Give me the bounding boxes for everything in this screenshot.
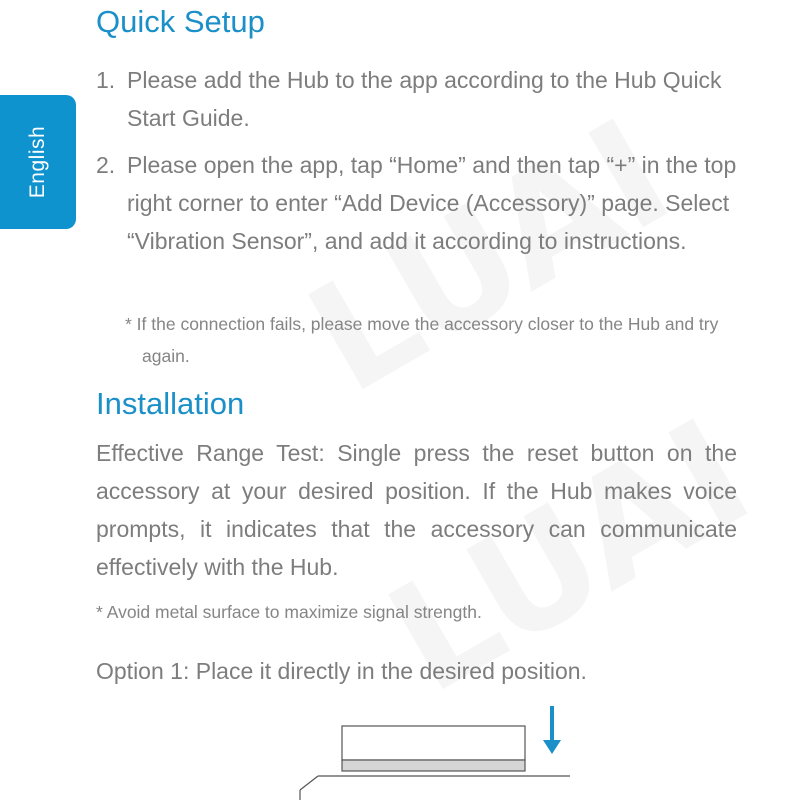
language-tab[interactable] xyxy=(0,95,76,229)
installation-heading: Installation xyxy=(96,386,245,421)
step-number: 1. xyxy=(96,67,116,93)
sensor-base xyxy=(342,760,525,771)
step-text: Please open the app, tap “Home” and then tap “+” in the top right corner to enter “Add Device (Accessory)” page. Select “Vibration Sensor”, and add it according to instructions. xyxy=(127,152,737,254)
placement-illustration xyxy=(0,690,800,800)
installation-paragraph: Effective Range Test: Single press the reset button on the accessory at your desired position. If the Hub makes voice prompts, it indicates that the accessory can communicate effectively with the Hub. xyxy=(96,440,737,580)
sensor-body xyxy=(342,726,525,760)
connection-note: * If the connection fails, please move the accessory closer to the Hub and try again. xyxy=(125,314,719,366)
down-arrow-icon xyxy=(543,706,561,754)
step-text: Please add the Hub to the app according to the Hub Quick Start Guide. xyxy=(127,67,722,131)
quick-setup-heading: Quick Setup xyxy=(96,4,265,39)
step-number: 2. xyxy=(96,152,116,178)
option-1-text: Option 1: Place it directly in the desired position. xyxy=(96,658,587,684)
mounting-surface-edge xyxy=(300,776,318,790)
metal-surface-note: * Avoid metal surface to maximize signal strength. xyxy=(96,602,482,622)
language-tab-label: English xyxy=(26,125,49,199)
